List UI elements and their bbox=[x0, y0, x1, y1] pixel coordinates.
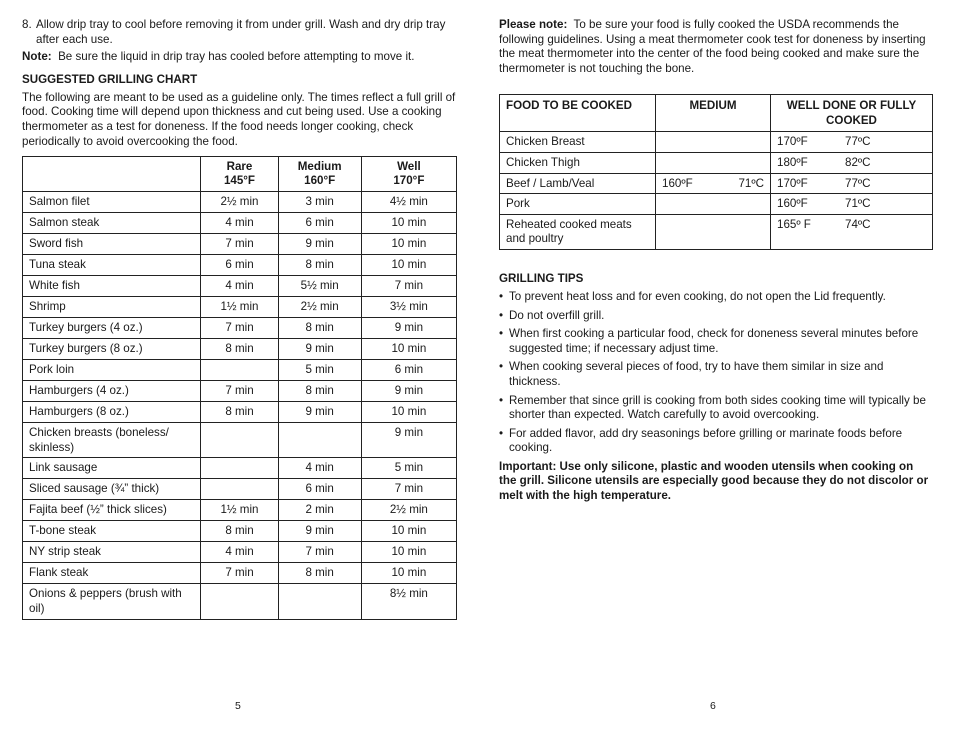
table-row bbox=[23, 479, 457, 500]
list-item bbox=[499, 360, 933, 389]
table-row bbox=[23, 255, 457, 276]
header-label: Rare bbox=[226, 160, 253, 174]
cook-time-cell: 9 min bbox=[278, 521, 361, 542]
table-row bbox=[500, 152, 933, 173]
header-well-done: WELL DONE OR FULLY COOKED bbox=[771, 95, 933, 132]
list-item bbox=[499, 427, 933, 456]
please-note-text: To be sure your food is fully cooked the USDA recommends the following guidelines. Using a meat thermometer cook test for doneness by inserting the meat thermometer into the center of the food being cooked and make sure the thermometer is not touching the bone. bbox=[499, 18, 926, 75]
grilling-chart-table bbox=[22, 156, 457, 619]
well-temp-cell bbox=[771, 132, 933, 153]
header-temperature: 160°F bbox=[304, 173, 336, 187]
table-row bbox=[23, 234, 457, 255]
food-name-cell: White fish bbox=[23, 276, 201, 297]
well-temp-cell bbox=[771, 173, 933, 194]
cook-time-cell: 6 min bbox=[278, 213, 361, 234]
tip-text: When first cooking a particular food, check for doneness several minutes before suggested time; if necessary adjust time. bbox=[509, 327, 919, 355]
cook-time-cell: 8 min bbox=[278, 318, 361, 339]
table-row bbox=[500, 132, 933, 153]
well-temp-cell bbox=[771, 152, 933, 173]
table-row bbox=[500, 194, 933, 215]
tip-text: For added flavor, add dry seasonings before grilling or marinate foods before cooking. bbox=[509, 426, 903, 455]
cook-time-cell: 1½ min bbox=[201, 297, 278, 318]
food-name-cell: Pork loin bbox=[23, 360, 201, 381]
cook-time-cell: 10 min bbox=[361, 542, 456, 563]
cook-time-cell: 6 min bbox=[278, 479, 361, 500]
tip-text: To prevent heat loss and for even cooking, do not open the Lid frequently. bbox=[509, 289, 886, 303]
header-temperature: 170°F bbox=[393, 173, 425, 187]
right-page bbox=[499, 18, 933, 504]
food-name-cell: Turkey burgers (4 oz.) bbox=[23, 318, 201, 339]
please-note-label: Please note: bbox=[499, 18, 568, 31]
celsius-value: 71ºC bbox=[845, 197, 871, 211]
step-number: 8. bbox=[22, 18, 32, 31]
fahrenheit-value: 170ºF bbox=[777, 176, 808, 190]
step-8 bbox=[22, 18, 458, 47]
food-name-cell: Shrimp bbox=[23, 297, 201, 318]
fahrenheit-value: 170ºF bbox=[777, 135, 808, 149]
food-name-cell: Pork bbox=[500, 194, 656, 215]
fahrenheit-value: 165º F bbox=[777, 217, 811, 231]
left-page bbox=[22, 18, 458, 620]
cook-time-cell: 10 min bbox=[361, 213, 456, 234]
cook-time-cell: 8 min bbox=[201, 521, 278, 542]
grill-header-cell bbox=[23, 157, 201, 192]
celsius-value: 77ºC bbox=[845, 135, 871, 149]
note bbox=[22, 50, 458, 65]
table-row bbox=[23, 360, 457, 381]
list-item bbox=[499, 309, 933, 324]
food-name-cell: Onions & peppers (brush with oil) bbox=[23, 584, 201, 619]
table-row bbox=[23, 542, 457, 563]
list-item bbox=[499, 290, 933, 305]
tip-text: Do not overfill grill. bbox=[509, 308, 605, 322]
cook-time-cell: 6 min bbox=[201, 255, 278, 276]
food-name-cell: Turkey burgers (8 oz.) bbox=[23, 339, 201, 360]
bullet-icon: • bbox=[499, 426, 504, 440]
med-temp-cell bbox=[656, 152, 771, 173]
cook-time-cell: 2½ min bbox=[201, 192, 278, 213]
cook-time-cell: 7 min bbox=[361, 479, 456, 500]
food-name-cell: Salmon steak bbox=[23, 213, 201, 234]
cook-time-cell bbox=[201, 479, 278, 500]
med-temp-cell bbox=[656, 194, 771, 215]
food-name-cell: Sliced sausage (¾” thick) bbox=[23, 479, 201, 500]
cook-time-cell: 6 min bbox=[361, 360, 456, 381]
table-row bbox=[500, 173, 933, 194]
cook-time-cell: 7 min bbox=[201, 234, 278, 255]
cook-time-cell: 9 min bbox=[361, 423, 456, 458]
temp-table-header-row bbox=[500, 95, 933, 132]
food-name-cell: Flank steak bbox=[23, 563, 201, 584]
cook-time-cell: 8 min bbox=[278, 563, 361, 584]
food-name-cell: Tuna steak bbox=[23, 255, 201, 276]
cook-time-cell: 2½ min bbox=[278, 297, 361, 318]
cook-time-cell: 7 min bbox=[361, 276, 456, 297]
cook-time-cell: 4 min bbox=[201, 542, 278, 563]
food-name-cell: Reheated cooked meats and poultry bbox=[500, 214, 656, 249]
well-temp-cell bbox=[771, 194, 933, 215]
cook-time-cell: 5 min bbox=[361, 458, 456, 479]
well-temp-cell bbox=[771, 214, 933, 249]
food-name-cell: Hamburgers (8 oz.) bbox=[23, 402, 201, 423]
cook-time-cell: 7 min bbox=[201, 563, 278, 584]
cook-time-cell: 9 min bbox=[361, 381, 456, 402]
grill-header-cell bbox=[201, 157, 278, 192]
table-row bbox=[23, 339, 457, 360]
bullet-icon: • bbox=[499, 289, 504, 303]
cook-time-cell: 4 min bbox=[201, 213, 278, 234]
cook-time-cell: 7 min bbox=[278, 542, 361, 563]
tip-text: When cooking several pieces of food, try to have them similar in size and thickness. bbox=[509, 360, 884, 388]
food-name-cell: Beef / Lamb/Veal bbox=[500, 173, 656, 194]
grilling-chart-heading: SUGGESTED GRILLING CHART bbox=[22, 72, 198, 86]
note-text: Be sure the liquid in drip tray has cooled before attempting to move it. bbox=[58, 50, 415, 64]
tip-text: Remember that since grill is cooking from both sides cooking time will typically be shorter than expected. Watch carefully to avoid overcooking. bbox=[509, 393, 926, 422]
cook-time-cell: 3 min bbox=[278, 192, 361, 213]
food-name-cell: Chicken Breast bbox=[500, 132, 656, 153]
grilling-tips-heading: GRILLING TIPS bbox=[499, 271, 584, 285]
table-row bbox=[23, 213, 457, 234]
grilling-tips-list bbox=[499, 290, 933, 456]
cook-time-cell: 9 min bbox=[278, 234, 361, 255]
grill-header-cell bbox=[361, 157, 456, 192]
cook-time-cell bbox=[201, 360, 278, 381]
header-food: FOOD TO BE COOKED bbox=[500, 95, 656, 132]
food-name-cell: T-bone steak bbox=[23, 521, 201, 542]
grill-header-cell bbox=[278, 157, 361, 192]
table-row bbox=[23, 381, 457, 402]
med-temp-cell bbox=[656, 173, 771, 194]
cook-time-cell: 8 min bbox=[201, 402, 278, 423]
cook-time-cell: 4½ min bbox=[361, 192, 456, 213]
cook-time-cell bbox=[201, 584, 278, 619]
cook-time-cell: 9 min bbox=[278, 402, 361, 423]
cook-time-cell bbox=[278, 423, 361, 458]
cook-time-cell: 5 min bbox=[278, 360, 361, 381]
food-name-cell: Fajita beef (½” thick slices) bbox=[23, 500, 201, 521]
cook-time-cell: 4 min bbox=[278, 458, 361, 479]
cook-time-cell: 10 min bbox=[361, 563, 456, 584]
table-row bbox=[23, 192, 457, 213]
cook-time-cell bbox=[278, 584, 361, 619]
med-temp-cell bbox=[656, 214, 771, 249]
table-row bbox=[23, 521, 457, 542]
page-number-left: 5 bbox=[235, 700, 241, 712]
cook-time-cell: 8½ min bbox=[361, 584, 456, 619]
page-number-right: 6 bbox=[710, 700, 716, 712]
med-temp-cell bbox=[656, 132, 771, 153]
cook-time-cell: 8 min bbox=[278, 381, 361, 402]
table-row bbox=[23, 402, 457, 423]
cook-time-cell: 3½ min bbox=[361, 297, 456, 318]
cook-time-cell: 10 min bbox=[361, 339, 456, 360]
food-name-cell: Salmon filet bbox=[23, 192, 201, 213]
table-row bbox=[23, 297, 457, 318]
celsius-value: 74ºC bbox=[845, 217, 871, 231]
grill-table-header-row bbox=[23, 157, 457, 192]
list-item bbox=[499, 327, 933, 356]
cook-time-cell bbox=[201, 423, 278, 458]
grilling-chart-intro: The following are meant to be used as a guideline only. The times reflect a full grill of food. Cooking time will depend upon thickness and cut being used. Use a cooking thermometer as a test for doneness. If the food needs longer cooking, check periodically to avoid overcooking the food. bbox=[22, 90, 456, 148]
header-temperature: 145°F bbox=[223, 173, 256, 187]
cook-time-cell: 8 min bbox=[278, 255, 361, 276]
bullet-icon: • bbox=[499, 360, 504, 374]
cook-time-cell: 9 min bbox=[361, 318, 456, 339]
table-row bbox=[23, 458, 457, 479]
cook-time-cell: 10 min bbox=[361, 402, 456, 423]
cook-time-cell: 1½ min bbox=[201, 500, 278, 521]
cook-time-cell: 8 min bbox=[201, 339, 278, 360]
food-name-cell: Chicken breasts (boneless/ skinless) bbox=[23, 423, 201, 458]
fahrenheit-value: 160ºF bbox=[662, 176, 693, 190]
cook-time-cell: 2½ min bbox=[361, 500, 456, 521]
celsius-value: 77ºC bbox=[845, 176, 871, 190]
table-row bbox=[23, 276, 457, 297]
please-note bbox=[499, 18, 933, 76]
doneness-temperature-table bbox=[499, 94, 933, 250]
table-row bbox=[23, 563, 457, 584]
cook-time-cell: 10 min bbox=[361, 234, 456, 255]
header-label: Medium bbox=[297, 160, 342, 174]
table-row bbox=[23, 584, 457, 619]
cook-time-cell bbox=[201, 458, 278, 479]
celsius-value: 82ºC bbox=[845, 155, 871, 169]
header-medium: MEDIUM bbox=[656, 95, 771, 132]
fahrenheit-value: 160ºF bbox=[777, 197, 808, 211]
bullet-icon: • bbox=[499, 393, 504, 407]
bullet-icon: • bbox=[499, 327, 504, 341]
celsius-value: 71ºC bbox=[738, 176, 764, 190]
food-name-cell: Link sausage bbox=[23, 458, 201, 479]
cook-time-cell: 10 min bbox=[361, 521, 456, 542]
table-row bbox=[23, 500, 457, 521]
food-name-cell: Hamburgers (4 oz.) bbox=[23, 381, 201, 402]
note-label: Note: bbox=[22, 50, 52, 64]
fahrenheit-value: 180ºF bbox=[777, 155, 808, 169]
cook-time-cell: 5½ min bbox=[278, 276, 361, 297]
food-name-cell: Sword fish bbox=[23, 234, 201, 255]
cook-time-cell: 7 min bbox=[201, 318, 278, 339]
food-name-cell: Chicken Thigh bbox=[500, 152, 656, 173]
table-row bbox=[23, 318, 457, 339]
header-label: Well bbox=[397, 160, 421, 174]
food-name-cell: NY strip steak bbox=[23, 542, 201, 563]
table-row bbox=[23, 423, 457, 458]
cook-time-cell: 4 min bbox=[201, 276, 278, 297]
step-text: Allow drip tray to cool before removing it from under grill. Wash and dry drip tray after each use. bbox=[36, 18, 446, 46]
list-item bbox=[499, 394, 933, 423]
cook-time-cell: 9 min bbox=[278, 339, 361, 360]
cook-time-cell: 2 min bbox=[278, 500, 361, 521]
bullet-icon: • bbox=[499, 308, 504, 322]
table-row bbox=[500, 214, 933, 249]
cook-time-cell: 7 min bbox=[201, 381, 278, 402]
cook-time-cell: 10 min bbox=[361, 255, 456, 276]
important-note: Important: Use only silicone, plastic and wooden utensils when cooking on the grill. Silicone utensils are especially good because they do not discolor or melt with the high temperature. bbox=[499, 459, 929, 503]
